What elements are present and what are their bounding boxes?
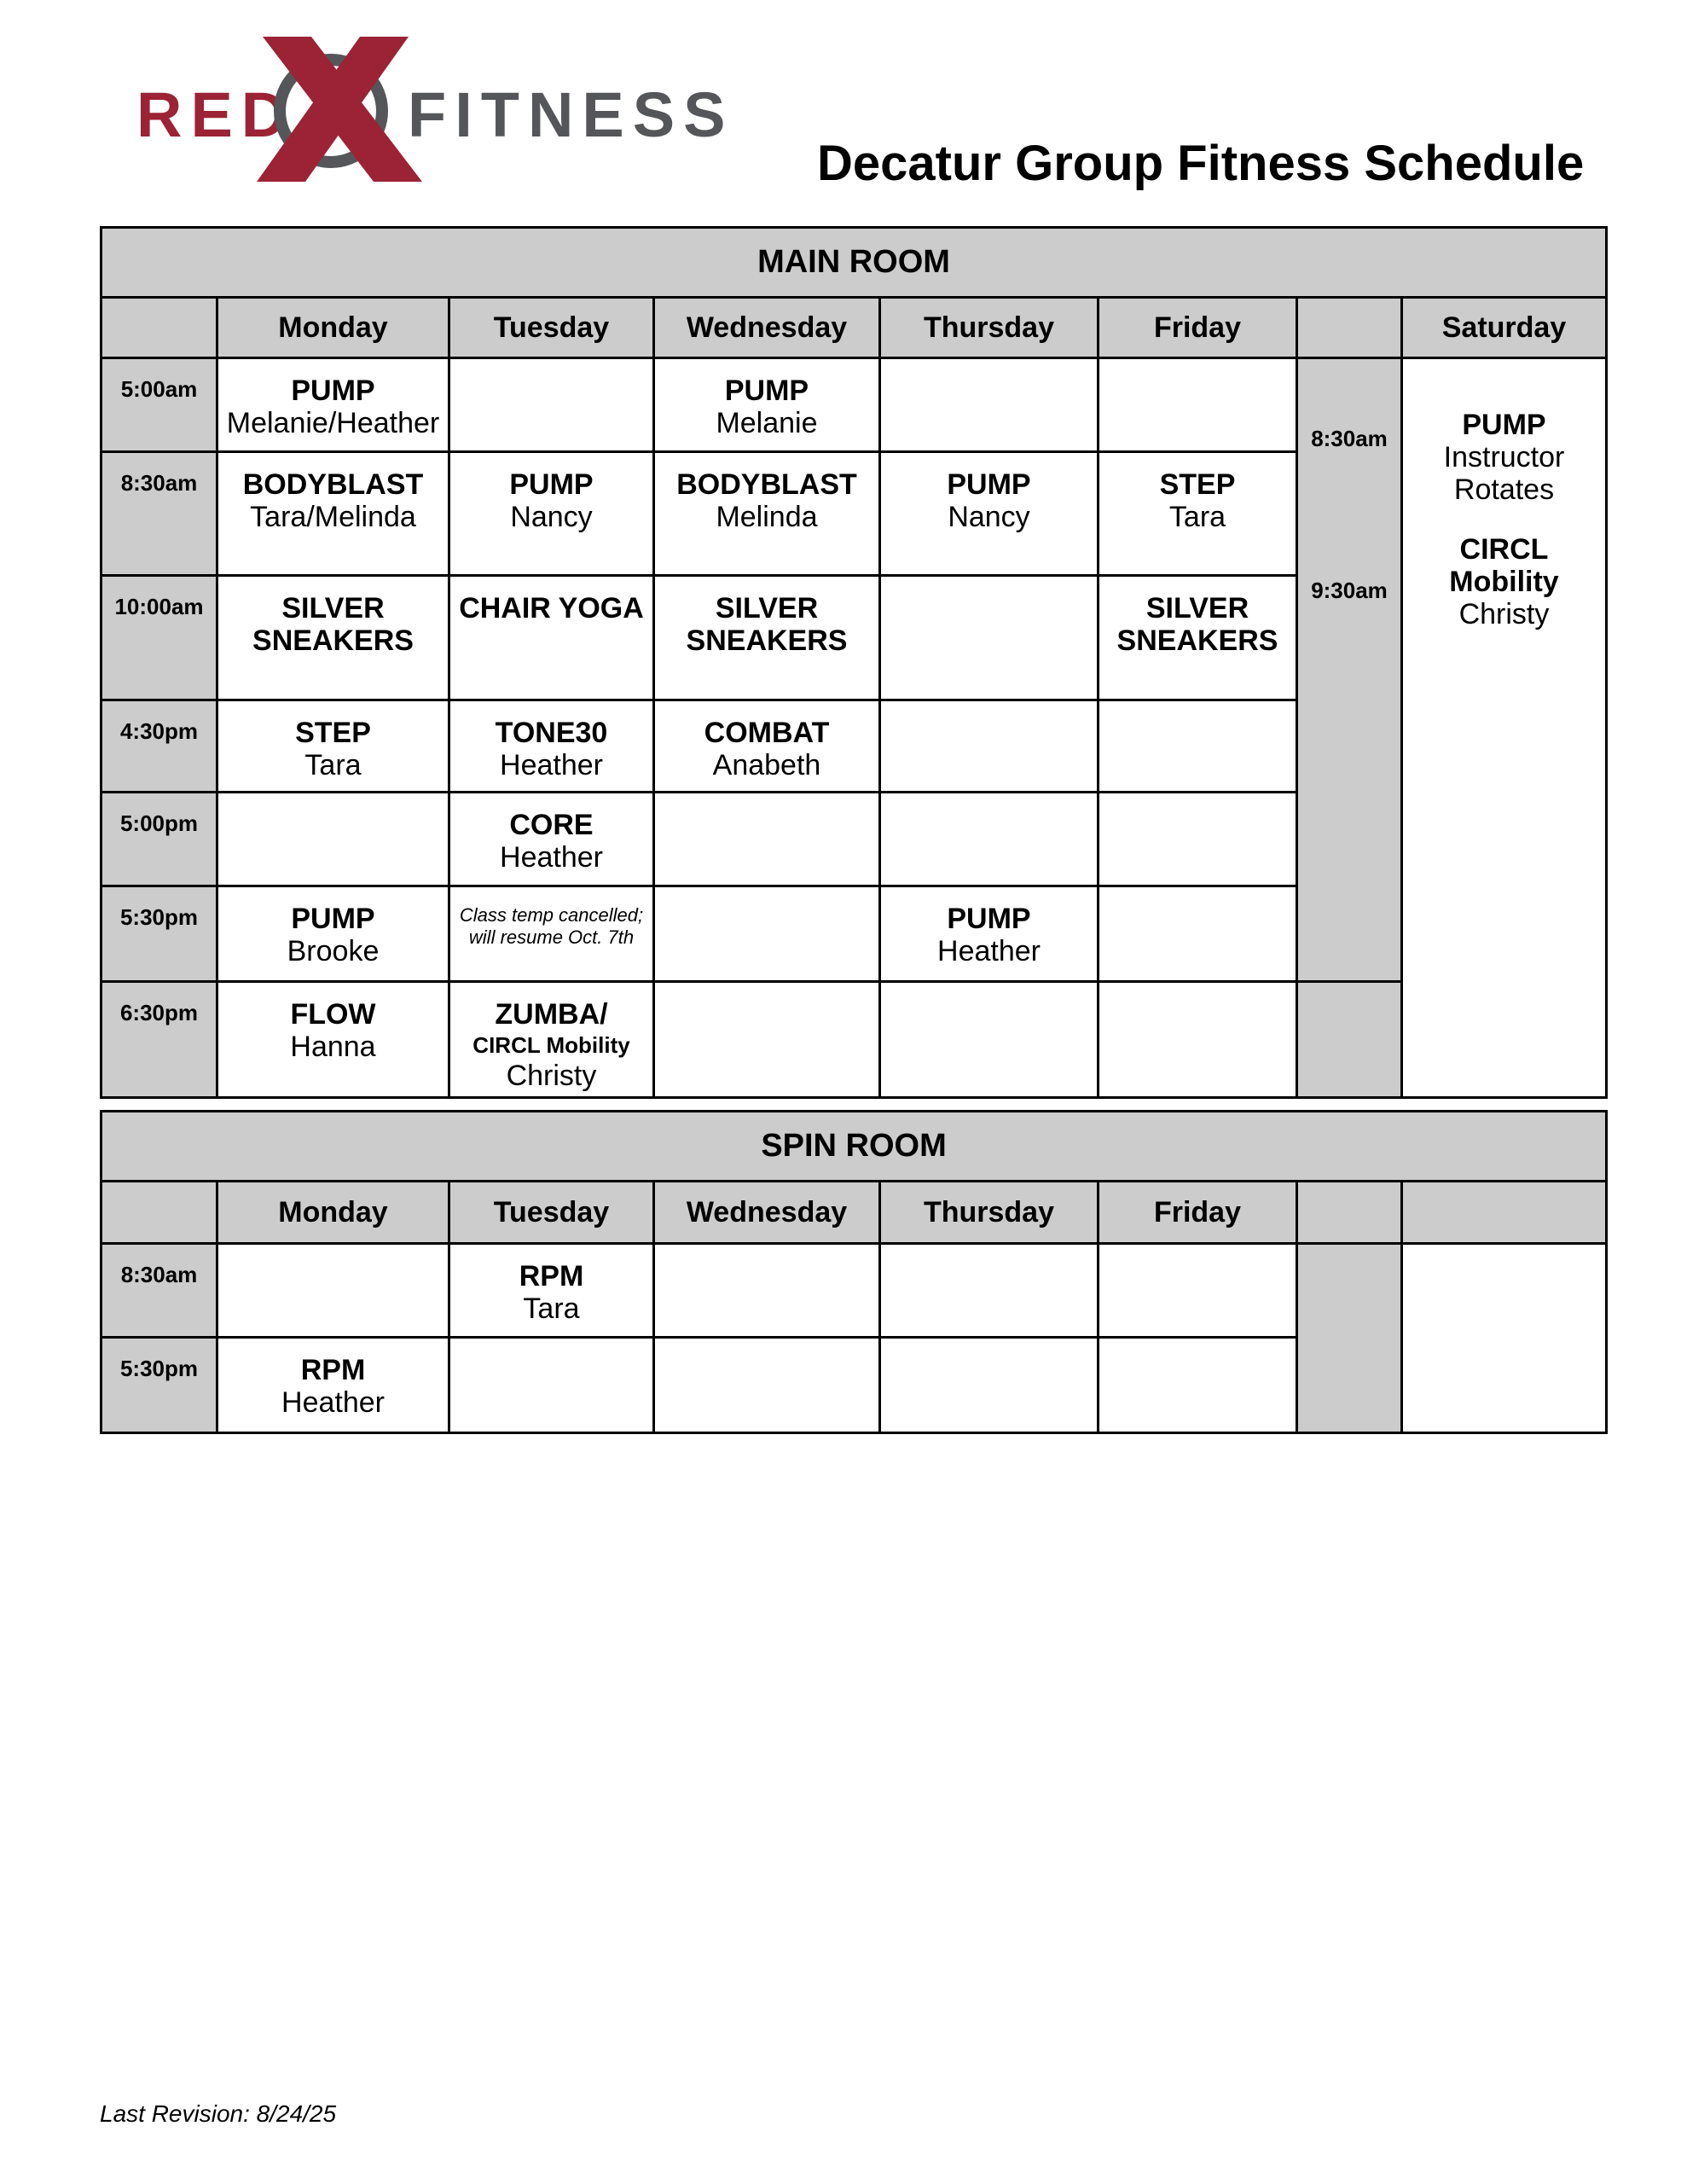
day-header-saturday: Saturday: [1402, 298, 1607, 358]
saturday-time-slot: 8:30am: [1311, 426, 1388, 451]
empty-cell: [217, 1244, 449, 1338]
day-header-tuesday: Tuesday: [449, 1182, 654, 1244]
class-subtitle: CIRCL Mobility: [472, 1032, 630, 1058]
class-name: PUMP: [947, 903, 1031, 935]
class-name: TONE30: [495, 717, 608, 749]
logo-text-red: RED: [136, 79, 296, 150]
red-fitness-logo: [136, 32, 734, 186]
class-name: RPM: [300, 1354, 366, 1386]
spin-extra-header: [1402, 1182, 1607, 1244]
time-slot: 5:30pm: [101, 1338, 217, 1433]
empty-cell: [1099, 793, 1297, 886]
day-header-wednesday: Wednesday: [654, 298, 880, 358]
logo-mark: [136, 32, 734, 186]
class-name: CORE: [509, 809, 594, 841]
class-cell: [654, 700, 880, 793]
day-header-friday: Friday: [1099, 298, 1297, 358]
class-name: ZUMBA/: [495, 998, 608, 1031]
class-name: STEP: [295, 717, 371, 749]
class-cell: [449, 982, 654, 1098]
saturday-class: [1403, 533, 1605, 630]
empty-cell: [654, 1338, 880, 1433]
class-cell: [217, 358, 449, 452]
corner-cell: [101, 298, 217, 358]
empty-cell: [1099, 886, 1297, 982]
instructor-name: Hanna: [290, 1031, 376, 1063]
instructor-name: Tara: [523, 1292, 580, 1325]
class-cell: [449, 1244, 654, 1338]
class-name: PUMP: [291, 375, 375, 407]
class-cell: [654, 358, 880, 452]
empty-cell: [654, 886, 880, 982]
empty-cell: [1099, 1338, 1297, 1433]
time-slot: 10:00am: [101, 576, 217, 700]
class-cell: [449, 793, 654, 886]
day-header-wednesday: Wednesday: [654, 1182, 880, 1244]
empty-cell: [880, 358, 1099, 452]
time-slot: 8:30am: [101, 452, 217, 576]
instructor-name: Melinda: [716, 501, 818, 533]
class-cell: [654, 452, 880, 576]
main-room-header: MAIN ROOM: [101, 228, 1607, 298]
class-name: SILVER SNEAKERS: [252, 592, 414, 657]
day-header-thursday: Thursday: [880, 1182, 1099, 1244]
class-note: Class temp cancelled; will resume Oct. 7th: [459, 904, 644, 948]
instructor-name: Nancy: [510, 501, 593, 533]
empty-cell: [880, 576, 1099, 700]
day-header-friday: Friday: [1099, 1182, 1297, 1244]
instructor-name: Melanie: [716, 407, 818, 439]
time-slot: 4:30pm: [101, 700, 217, 793]
saturday-time-header: [1297, 298, 1402, 358]
instructor-name: Christy: [506, 1060, 597, 1092]
spin-empty-column: [1402, 1244, 1607, 1433]
day-header-monday: Monday: [217, 1182, 449, 1244]
spin-room-header: SPIN ROOM: [101, 1112, 1607, 1182]
saturday-time-slot: 9:30am: [1311, 578, 1388, 603]
empty-cell: [880, 1338, 1099, 1433]
empty-cell: [880, 982, 1099, 1098]
class-cell: [449, 700, 654, 793]
class-name: PUMP: [509, 468, 594, 501]
class-name: BODYBLAST: [242, 468, 424, 501]
empty-cell: [1099, 358, 1297, 452]
class-cell: [1099, 452, 1297, 576]
saturday-class: [1403, 409, 1605, 506]
class-cell: [880, 886, 1099, 982]
class-name: STEP: [1159, 468, 1236, 501]
class-name: FLOW: [290, 998, 376, 1031]
instructor-name: Christy: [1458, 598, 1550, 630]
empty-cell: [654, 982, 880, 1098]
class-cell: [217, 700, 449, 793]
class-cell: [449, 576, 654, 700]
instructor-name: Brooke: [287, 935, 380, 967]
empty-cell: [1099, 700, 1297, 793]
empty-cell: [880, 793, 1099, 886]
instructor-name: Tara: [1168, 501, 1226, 533]
instructor-name: Tara: [304, 749, 362, 781]
class-name: PUMP: [724, 375, 809, 407]
spin-grey-column: [1297, 1244, 1402, 1433]
class-cell: [449, 886, 654, 982]
instructor-name: Melanie/Heather: [226, 407, 440, 439]
spin-room-table: [100, 1110, 1608, 1434]
class-cell: [654, 576, 880, 700]
empty-cell: [217, 793, 449, 886]
time-slot: 5:30pm: [101, 886, 217, 982]
saturday-time-filler: [1297, 982, 1402, 1098]
instructor-name: Instructor Rotates: [1443, 441, 1565, 506]
empty-cell: [1099, 982, 1297, 1098]
time-slot: 8:30am: [101, 1244, 217, 1338]
saturday-times-column: [1297, 358, 1402, 982]
instructor-name: Heather: [500, 749, 603, 781]
class-name: PUMP: [947, 468, 1031, 501]
class-cell: [217, 982, 449, 1098]
day-header-thursday: Thursday: [880, 298, 1099, 358]
empty-cell: [449, 358, 654, 452]
empty-cell: [1099, 1244, 1297, 1338]
instructor-name: Tara/Melinda: [250, 501, 416, 533]
class-name: RPM: [519, 1260, 584, 1292]
time-slot: 6:30pm: [101, 982, 217, 1098]
day-header-monday: Monday: [217, 298, 449, 358]
empty-cell: [654, 1244, 880, 1338]
time-slot: 5:00pm: [101, 793, 217, 886]
time-slot: 5:00am: [101, 358, 217, 452]
instructor-name: Heather: [500, 841, 603, 874]
class-cell: [449, 452, 654, 576]
page-title: Decatur Group Fitness Schedule: [817, 136, 1585, 191]
class-name: PUMP: [291, 903, 375, 935]
empty-cell: [880, 1244, 1099, 1338]
class-name: SILVER SNEAKERS: [686, 592, 848, 657]
class-cell: [217, 886, 449, 982]
class-name: COMBAT: [704, 717, 830, 749]
empty-cell: [654, 793, 880, 886]
class-cell: [880, 452, 1099, 576]
saturday-classes-column: [1402, 358, 1607, 1098]
corner-cell: [101, 1182, 217, 1244]
last-revision: Last Revision: 8/24/25: [100, 2100, 337, 2127]
class-name: SILVER SNEAKERS: [1116, 592, 1278, 657]
class-name: CIRCL Mobility: [1449, 533, 1559, 598]
day-header-tuesday: Tuesday: [449, 298, 654, 358]
logo-text-grey: FITNESS: [408, 79, 734, 150]
empty-cell: [449, 1338, 654, 1433]
class-cell: [217, 1338, 449, 1433]
instructor-name: Heather: [937, 935, 1041, 967]
class-name: CHAIR YOGA: [459, 592, 644, 624]
instructor-name: Heather: [281, 1386, 385, 1419]
empty-cell: [880, 700, 1099, 793]
class-name: PUMP: [1462, 409, 1546, 441]
instructor-name: Nancy: [948, 501, 1030, 533]
spin-extra-header: [1297, 1182, 1402, 1244]
main-room-table: [100, 226, 1608, 1099]
class-cell: [217, 452, 449, 576]
class-cell: [217, 576, 449, 700]
class-cell: [1099, 576, 1297, 700]
class-name: BODYBLAST: [676, 468, 857, 501]
instructor-name: Anabeth: [712, 749, 821, 781]
